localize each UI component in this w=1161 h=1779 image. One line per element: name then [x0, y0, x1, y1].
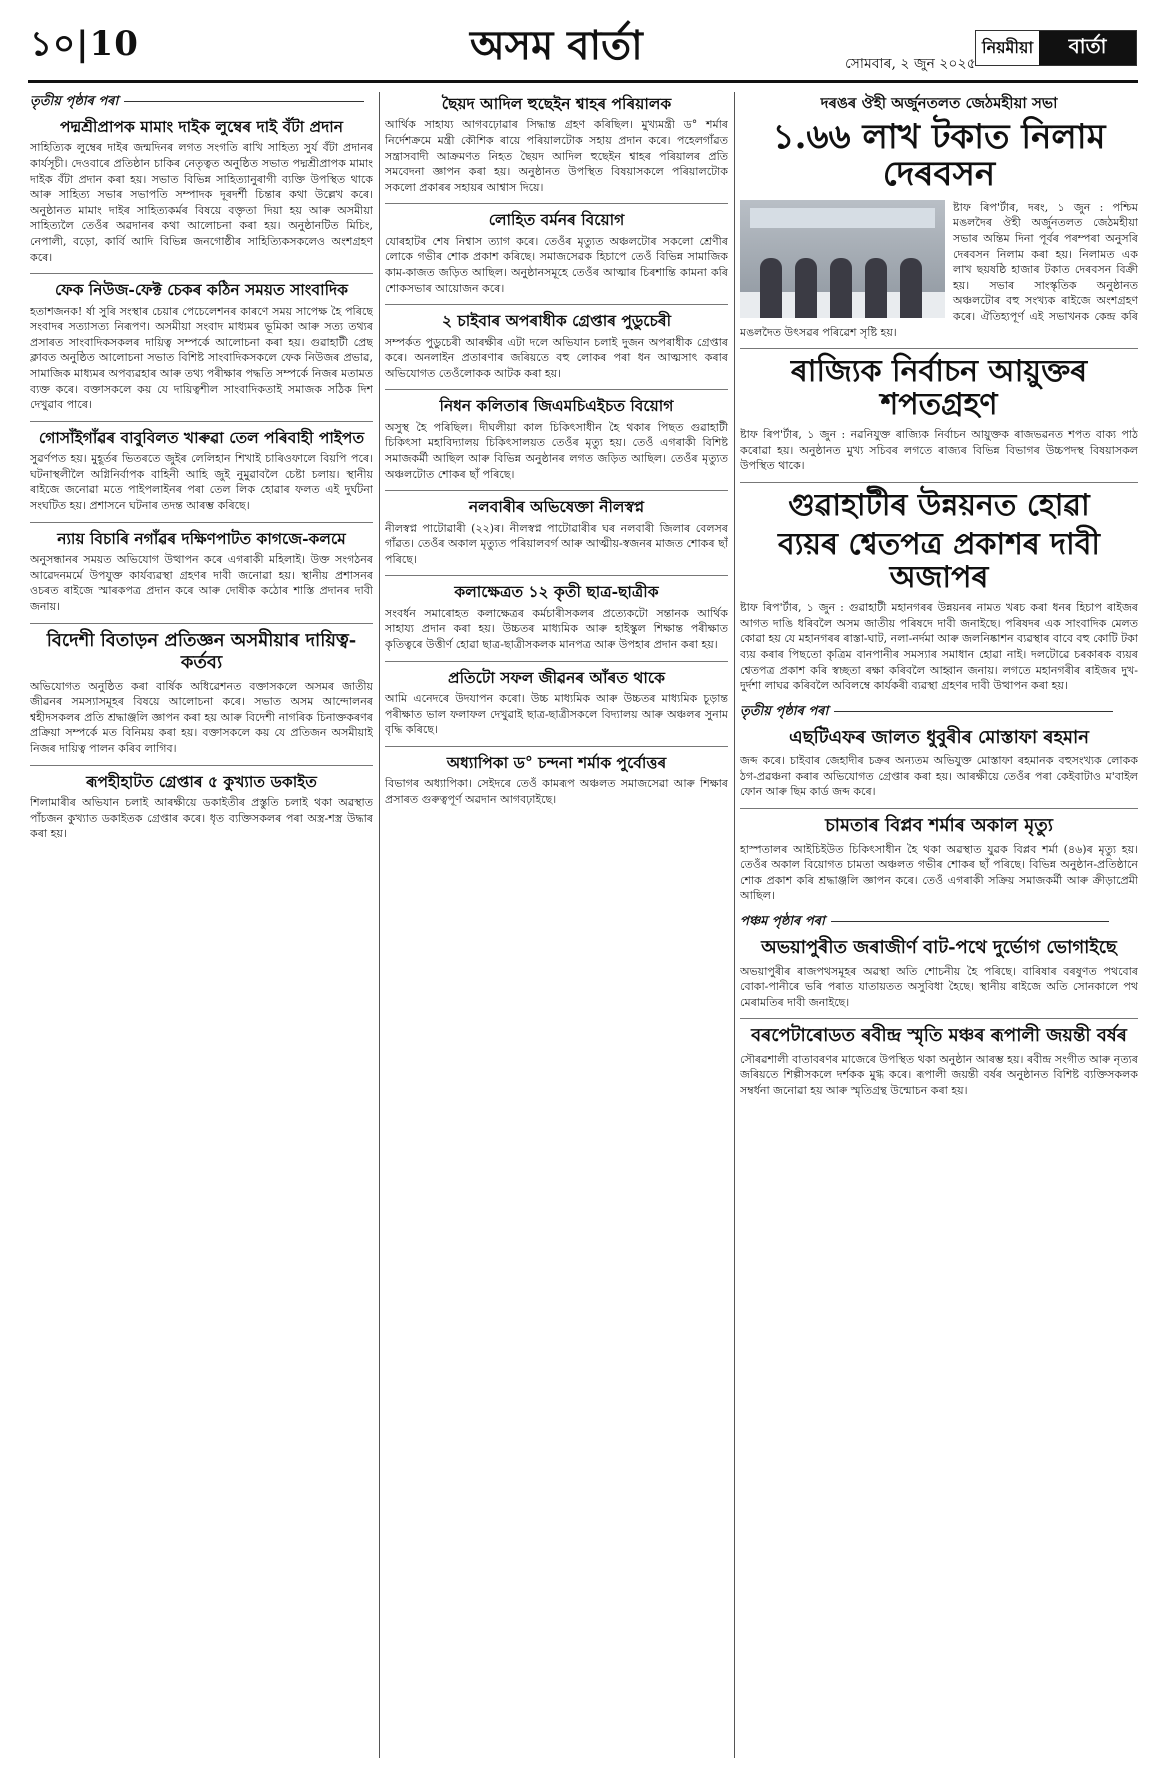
article-headline: কলাক্ষেত্ৰত ১২ কৃতী ছাত্ৰ-ছাত্ৰীক — [454, 582, 659, 602]
lead-article — [740, 92, 1138, 340]
article-body: সুৱৰ্ণপত হয়। মুহূৰ্তৰ ভিতৰতে জুইৰ লেলিহান শিখাই চাৰিওফালে বিয়পি পৰে। ঘটনাস্থলীলৈ অগ্নিনিৰ্বাপক বাহিনী আহি জুই নুমুৱাবলৈ চেষ্টা চলায়। স্থানীয় ৰাইজে জনোৱা মতে পাইপলাইনৰ পৰা তেল লিক হোৱাৰ ফলত এই দুৰ্ঘটনা সংঘটিত হয়। প্ৰশাসনে ঘটনাৰ তদন্ত আৰম্ভ কৰিছে। — [30, 452, 373, 513]
article-headline: বিদেশী বিতাড়ন প্ৰতিজ্ঞন অসমীয়াৰ দায়িত্ব-কৰ্তব্য — [46, 629, 357, 674]
article — [385, 497, 728, 567]
article-headline: নলবাৰীৰ অভিষেক্তা নীলস্বপ্ন — [468, 497, 645, 517]
article-headline: গোসাঁইগাঁৱৰ বাবুবিলত খাৰুৱা তেল পৰিবাহী পাইপত — [38, 427, 365, 447]
article — [30, 772, 373, 842]
article — [30, 630, 373, 757]
column-divider — [734, 92, 735, 1758]
article-body: সম্পৰ্কত পুডুচেৰী আৰক্ষীৰ এটা দলে অভিযান চলাই দুজন অপৰাধীক গ্ৰেপ্তাৰ কৰে। অনলাইন প্ৰতাৰণাৰ জৰিয়তে বহু লোকৰ পৰা ধন আত্মসাৎ কৰাৰ অভিযোগত তেওঁলোকক আটক কৰা হয়। — [385, 335, 728, 380]
article-body: বিভাগৰ অধ্যাপিকা। সেইদৰে তেওঁ কামৰূপ অঞ্চলত সমাজসেৱা আৰু শিক্ষাৰ প্ৰসাৰত গুৰুত্বপূৰ্ণ অৱদান আগবঢ়াইছে। — [385, 777, 728, 806]
divider — [385, 575, 728, 576]
continued-tag: তৃতীয় পৃষ্ঠাৰ পৰা — [740, 702, 1138, 723]
article-body: যোৰহাটৰ শেষ নিশ্বাস ত্যাগ কৰে। তেওঁৰ মৃত্যুত অঞ্চলটোৰ সকলো শ্ৰেণীৰ লোকে গভীৰ শোক প্ৰকাশ কৰিছে। সমাজসেৱক হিচাপে তেওঁ বিভিন্ন সামাজিক কাম-কাজত জড়িত আছিল। অনুষ্ঠানসমূহে তেওঁৰ আত্মাৰ চিৰশান্তি কামনা কৰি শোকসভাৰ আয়োজন কৰে। — [385, 234, 728, 295]
article-headline: ৰাজ্যিক নিৰ্বাচন আয়ুক্তৰ শপতগ্ৰহণ — [790, 354, 1088, 423]
article-headline: ছৈয়দ আদিল হুছেইন শ্বাহৰ পৰিয়ালক — [441, 94, 672, 113]
column-3 — [740, 90, 1138, 1760]
article-body: ষ্টাফ ৰিপ'ৰ্টাৰ, ১ জুন : নৱনিযুক্ত ৰাজ্যিক নিৰ্বাচন আয়ুক্তক ৰাজভৱনত শপত বাক্য পাঠ কৰোৱা হয়। অনুষ্ঠানত মুখ্য সচিবৰ লগতে ৰাজ্যৰ বিভিন্ন বিভাগৰ উচ্চপদস্থ বিষয়াসকল উপস্থিত থাকে। — [740, 428, 1138, 473]
column-2 — [385, 90, 728, 1760]
article — [740, 937, 1138, 1010]
lead-kicker: দৰঙৰ ঔহী অৰ্জুনতলত জেঠমহীয়া সভা — [820, 94, 1058, 112]
photo-person — [760, 258, 782, 318]
article — [30, 280, 373, 413]
photo-person — [865, 258, 887, 318]
photo-person — [795, 258, 817, 318]
article — [740, 1025, 1138, 1098]
article-headline: পদ্মশ্ৰীপ্ৰাপক মামাং দাইক লুম্বেৰ দাই বঁটা প্ৰদান — [59, 117, 344, 136]
logo-part-2: বাৰ্তা — [1039, 31, 1136, 65]
article-body: সৌৰৱশালী বাতাবৰণৰ মাজেৰে উপস্থিত থকা অনুষ্ঠান আৰম্ভ হয়। ৰবীন্দ্ৰ সংগীত আৰু নৃত্যৰ জৰিয়তে শিল্পীসকলে দৰ্শকক মুগ্ধ কৰে। ৰূপালী জয়ন্তী বৰ্ষৰ অনুষ্ঠানত বিশিষ্ট ব্যক্তিসকলক সম্বৰ্ধনা জনোৱা হয় আৰু স্মৃতিগ্ৰন্থ উন্মোচন কৰা হয়। — [740, 1052, 1138, 1098]
article-body: সংবৰ্ধন সমাৰোহত কলাক্ষেত্ৰৰ কৰ্মচাৰীসকলৰ প্ৰত্যেকটো সন্তানক আৰ্থিক সাহায্য প্ৰদান কৰা হয়। উচ্চতৰ মাধ্যমিক আৰু হাইস্কুল শিক্ষান্ত পৰীক্ষাত কৃতিত্বৰে উত্তীৰ্ণ হোৱা ছাত্ৰ-ছাত্ৰীসকলক মানপত্ৰ আৰু উপহাৰ প্ৰদান কৰা হয়। — [385, 606, 728, 652]
photo-person — [900, 258, 922, 318]
article — [385, 582, 728, 652]
article — [385, 311, 728, 381]
article-headline: অধ্যাপিকা ড° চন্দনা শৰ্মাক পুৰ্বোত্তৰ — [446, 752, 667, 772]
divider — [30, 273, 373, 274]
article — [30, 529, 373, 615]
article — [740, 815, 1138, 904]
article-headline: ফেক নিউজ-ফেক্ট চেকৰ কঠিন সময়ত সাংবাদিক — [54, 280, 349, 300]
divider — [385, 661, 728, 662]
news-photo — [740, 200, 945, 318]
article-headline: ন্যায় বিচাৰি নগাঁৱৰ দক্ষিণপাটত কাগজে-কলমে — [57, 528, 346, 548]
article-body: হতাশজনক! ৰ্ষা সুৰি সংস্থাৰ চেয়াৰ পেচেলেশনৰ কাৰণে সময় সাপেক্ষ হৈ পৰিছে সংবাদৰ সত্যাসত্য নিৰূপণ। অসমীয়া সংবাদ মাধ্যমৰ ভূমিকা আৰু সত্য তথ্যৰ প্ৰসাৰত সাংবাদিকসকলৰ দায়িত্ব সম্পৰ্কে আলোচনা কৰা হয়। গুৱাহাটী প্ৰেছ ক্লাবত অনুষ্ঠিত আলোচনা সভাত বিশিষ্ট সাংবাদিকসকলে ফেক নিউজৰ প্ৰভাৱ, সামাজিক মাধ্যমৰ অপব্যৱহাৰ আৰু তথ্য পৰীক্ষাৰ পদ্ধতি সম্পৰ্কে নিজৰ মতামত ব্যক্ত কৰে। বক্তাসকলে কয় যে দায়িত্বশীল সাংবাদিকতাই সমাজক সঠিক দিশ দেখুৱাব পাৰে। — [30, 304, 373, 412]
divider — [30, 765, 373, 766]
divider — [30, 522, 373, 523]
article-body: অনুসন্ধানৰ সময়ত অভিযোগ উত্থাপন কৰে এগৰাকী মহিলাই। উক্ত সংগঠনৰ আৱেদনমৰ্মে উপযুক্ত কাৰ্যব্যৱস্থা গ্ৰহণৰ দাবী জনোৱা হয়। স্থানীয় প্ৰশাসনৰ ওচৰত ৰাইজে স্মাৰকপত্ৰ প্ৰদান কৰে আৰু দোষীক কঠোৰ শাস্তি প্ৰদানৰ দাবী জনায়। — [30, 553, 373, 613]
divider — [30, 623, 373, 624]
article-headline: চামতাৰ বিপ্লব শৰ্মাৰ অকাল মৃত্যু — [825, 815, 1053, 837]
article — [385, 753, 728, 808]
article — [740, 355, 1138, 474]
paper-logo — [975, 30, 1137, 66]
divider — [385, 203, 728, 204]
column-divider — [379, 92, 380, 1758]
article-headline: এছটিএফৰ জালত ধুবুৰীৰ মোস্তাফা ৰহমান — [789, 726, 1089, 748]
article-headline: বৰপেটাৰোডত ৰবীন্দ্ৰ স্মৃতি মঞ্চৰ ৰূপালী জয়ন্তী বৰ্ষৰ — [751, 1025, 1127, 1047]
divider — [385, 389, 728, 390]
continued-tag: তৃতীয় পৃষ্ঠাৰ পৰা — [30, 92, 373, 113]
article-body: নীলস্বপ্ন পাটোৱাৰী (২২)ৰ। নীলস্বপ্ন পাটোৱাৰীৰ ঘৰ নলবাৰী জিলাৰ বেলসৰ গাঁৱত। তেওঁৰ অকাল মৃত্যুত পৰিয়ালবৰ্গ আৰু আত্মীয়-স্বজনৰ মাজত শোকৰ ছাঁ পৰিছে। — [385, 521, 728, 566]
article — [385, 94, 728, 195]
divider — [385, 490, 728, 491]
article — [385, 210, 728, 296]
dateline: সোমবাৰ, ২ জুন ২০২৫ — [845, 56, 976, 72]
masthead-rule — [28, 80, 1138, 83]
divider — [30, 421, 373, 422]
photo-person — [830, 258, 852, 318]
divider — [740, 348, 1138, 349]
article-headline: ২ চাইবাৰ অপৰাধীক গ্ৰেপ্তাৰ পুডুচেৰী — [441, 311, 672, 331]
article — [740, 727, 1138, 800]
article-body: আমি এনেদৰে উদযাপন কৰো। উচ্চ মাধ্যমিক আৰু উচ্চতৰ মাধ্যমিক চূড়ান্ত পৰীক্ষাত ভাল ফলাফল দেখুৱাই ছাত্ৰ-ছাত্ৰীসকলে বিদ্যালয় আৰু অঞ্চলৰ সুনাম বৃদ্ধি কৰিছে। — [385, 692, 728, 737]
paper-name: অসম বাৰ্তা — [470, 22, 643, 69]
article — [740, 489, 1138, 694]
article — [30, 428, 373, 514]
article-body: হাস্পতালৰ আইচিইউত চিকিৎসাধীন হৈ থকা অৱস্থাত যুৱক বিপ্লব শৰ্মা (৪৬)ৰ মৃত্যু হয়। তেওঁৰ অকাল বিয়োগত চামতা অঞ্চলত গভীৰ শোকৰ ছাঁ পৰিছে। বিভিন্ন অনুষ্ঠান-প্ৰতিষ্ঠানে শোক প্ৰকাশ কৰি শ্ৰদ্ধাঞ্জলি জ্ঞাপন কৰে। তেওঁ এগৰাকী সক্ৰিয় সমাজকৰ্মী আৰু ক্ৰীড়াপ্ৰেমী আছিল। — [740, 842, 1138, 903]
divider — [740, 482, 1138, 483]
article-body: অভিযোগত অনুষ্ঠিত কৰা বাৰ্ষিক অধিৱেশনত বক্তাসকলে অসমৰ জাতীয় জীৱনৰ সমস্যাসমূহৰ বিষয়ে আলোচনা কৰে। সভাত অসম আন্দোলনৰ শ্বহীদসকলৰ প্ৰতি শ্ৰদ্ধাঞ্জলি জ্ঞাপন কৰা হয় আৰু বিদেশী নাগৰিক চিনাক্তকৰণৰ প্ৰক্ৰিয়া সম্পৰ্কে মত বিনিময় কৰা হয়। বক্তাসকলে কয় যে প্ৰতিজন অসমীয়াই নিজৰ দায়িত্ব পালন কৰিব লাগিব। — [30, 679, 373, 755]
article-body: ষ্টাফ ৰিপ'ৰ্টাৰ, দৰং, ১ জুন : পশ্চিম মঙলদৈৰ ঔহী অৰ্জুনতলত জেঠমহীয়া সভাৰ অন্তিম দিনা পূৰ্বৰ পৰম্পৰা অনুসৰি দেৰবসন নিলাম কৰা হয়। নিলামত এক লাখ ছয়ষষ্ঠি হাজাৰ টকাত দেৰবসন বিক্ৰী হয়। সভাৰ সাংস্কৃতিক অনুষ্ঠানত অঞ্চলটোৰ বহু সংখ্যক ৰাইজে অংশগ্ৰহণ কৰে। ঐতিহ্যপূৰ্ণ এই সভাখনক কেন্দ্ৰ কৰি মঙলদৈত উৎসৱৰ পৰিৱেশ সৃষ্টি হয়। — [740, 200, 1138, 339]
article-body: অসুস্থ হৈ পৰিছিল। দীঘলীয়া কাল চিকিৎসাধীন হৈ থকাৰ পিছত গুৱাহাটী চিকিৎসা মহাবিদ্যালয় চিকিৎসালয়ত তেওঁৰ মৃত্যু হয়। তেওঁ এগৰাকী বিশিষ্ট সমাজকৰ্মী আছিল আৰু বিভিন্ন অনুষ্ঠানৰ লগত জড়িত আছিল। তেওঁৰ মৃত্যুত অঞ্চলটোত শোকৰ ছাঁ পৰিছে। — [385, 420, 728, 481]
article — [385, 396, 728, 482]
article-body: ষ্টাফ ৰিপ'ৰ্টাৰ, ১ জুন : গুৱাহাটী মহানগৰৰ উন্নয়নৰ নামত খৰচ কৰা ধনৰ হিচাপ ৰাইজৰ আগত দাঙি ধৰিবলৈ অসম জাতীয় পৰিষদে দাবী জনাইছে। পৰিষদৰ এক সাংবাদিক মেলত কোৱা হয় যে মহানগৰৰ ৰাস্তা-ঘাট, নলা-নৰ্দমা আৰু জলনিষ্কাশন ব্যৱস্থাৰ বাবে বহু কোটি টকা ব্যয় কৰাৰ পিছতো কৃত্ৰিম বানপানীৰ সমস্যাৰ সমাধান হোৱা নাই। দলটোৱে চৰকাৰক ব্যয়ৰ শ্বেতপত্ৰ প্ৰকাশ কৰি স্বচ্ছতা ৰক্ষা কৰিবলৈ আহ্বান জনায়। লগতে মহানগৰীৰ ৰাইজৰ দুখ-দুৰ্দশা লাঘৱ কৰিবলৈ অবিলম্বে কাৰ্যকৰী ব্যৱস্থা গ্ৰহণৰ দাবী উত্থাপন কৰা হয়। — [740, 601, 1138, 693]
article — [30, 117, 373, 265]
photo-banner — [750, 208, 935, 228]
article-headline-line-2: ব্যয়ৰ শ্বেতপত্ৰ প্ৰকাশৰ দাবী অজাপৰ — [778, 527, 1100, 596]
article-body: শিলামাৰীৰ অভিযান চলাই আৰক্ষীয়ে ডকাইতীৰ প্ৰস্তুতি চলাই থকা অৱস্থাত পাঁচজন কুখ্যাত ডকাইতক গ্ৰেপ্তাৰ কৰে। ধৃত ব্যক্তিসকলৰ পৰা অস্ত্ৰ-শস্ত্ৰ উদ্ধাৰ কৰা হয়। — [30, 795, 373, 841]
continued-tag: পঞ্চম পৃষ্ঠাৰ পৰা — [740, 912, 1138, 933]
article — [385, 668, 728, 738]
logo-part-1: নিয়মীয়া — [976, 31, 1039, 65]
divider — [385, 304, 728, 305]
divider — [740, 1018, 1138, 1019]
article-body: আৰ্থিক সাহায্য আগবঢ়োৱাৰ সিদ্ধান্ত গ্ৰহণ কৰিছিল। মুখ্যমন্ত্ৰী ড° শৰ্মাৰ নিৰ্দেশক্ৰমে মন্ত্ৰী কৌশিক ৰায়ে পৰিয়ালটোক সহায় প্ৰদান কৰে। পহেলগাঁৱত সন্ত্ৰাসবাদী আক্ৰমণত নিহত ছৈয়দ আদিল হুছেইন শ্বাহৰ পৰিয়ালৰ প্ৰতি সমবেদনা জ্ঞাপন কৰা হয়। অনুষ্ঠানত উপস্থিত বিষয়াসকলে পৰিয়ালটোক সকলো প্ৰকাৰৰ সহায়ৰ আশ্বাস দিয়ে। — [385, 118, 728, 194]
article-body: জব্দ কৰে। চাইবাৰ জেহাদীৰ চক্ৰৰ অন্যতম অভিযুক্ত মোস্তাফা ৰহমানক বহুসংখ্যক লোকক ঠগ-প্ৰৱঞ্চনা কৰাৰ অভিযোগত গ্ৰেপ্তাৰ কৰা হয়। আৰক্ষীয়ে তেওঁৰ পৰা কেইবাটাও ম'বাইল ফোন আৰু ছিম কাৰ্ড জব্দ কৰে। — [740, 754, 1138, 799]
lead-headline: ১.৬৬ লাখ টকাত নিলাম দেৰবসন — [772, 117, 1106, 195]
article-headline: অভয়াপুৰীত জৰাজীৰ্ণ বাট-পথে দুৰ্ভোগ ভোগাইছে — [761, 937, 1117, 959]
article-headline: নিধন কলিতাৰ জিএমচিএইচত বিয়োগ — [439, 396, 674, 416]
article-headline: ৰূপহীহাটত গ্ৰেপ্তাৰ ৫ কুখ্যাত ডকাইত — [86, 771, 317, 791]
page-number: ১০|10 — [30, 24, 139, 64]
article-body: সাহিত্যিক লুম্বেৰ দাইৰ জন্মদিনৰ লগত সংগতি ৰাখি সাহিত্য সুৰ্য বঁটা প্ৰদানৰ কাৰ্যসূচী। দেওবাৰে প্ৰতিষ্ঠান চাকিৰ নেতৃত্বত অনুষ্ঠিত সভাত পদ্মশ্ৰীপ্ৰাপক মামাং দাইক বঁটা প্ৰদান কৰা হয়। সভাত বিভিন্ন সাহিত্যানুৰাগী ব্যক্তি উপস্থিত থাকে আৰু সাহিত্য সভাৰ সভাপতি সম্পাদক দূৰদৰ্শী চিন্তাৰ কথা উল্লেখ কৰে। অনুষ্ঠানত মামাং দাইৰ সাহিত্যকৰ্মৰ বিষয়ে বক্তৃতা দিয়া হয় আৰু অসমীয়া সাহিত্যলৈ তেওঁৰ অৱদানৰ কথা আলোচনা কৰা হয়। অনুষ্ঠানটিত মিচিং, নেপালী, বড়ো, কাৰ্বি আদি বিভিন্ন জনগোষ্ঠীৰ সাহিত্যিকসকলেও অংশগ্ৰহণ কৰে। — [30, 141, 373, 264]
column-1 — [30, 90, 373, 1760]
article-body: অভয়াপুৰীৰ ৰাজপথসমূহৰ অৱস্থা অতি শোচনীয় হৈ পৰিছে। বাৰিষাৰ বৰষুণত পথবোৰ বোকা-পানীৰে ভৰি পৰাত যাতায়তত অসুবিধা হৈছে। স্থানীয় ৰাইজে অতি সোনকালে পথ মেৰামতিৰ দাবী জনাইছে। — [740, 964, 1138, 1009]
divider — [385, 746, 728, 747]
masthead — [0, 0, 1161, 90]
article-headline: লোহিত বৰ্মনৰ বিয়োগ — [488, 210, 625, 230]
divider — [740, 808, 1138, 809]
article-headline: গুৱাহাটীৰ উন্নয়নত হোৱা — [788, 488, 1090, 524]
article-headline: প্ৰতিটো সফল জীৱনৰ আঁৰত থাকে — [448, 667, 665, 687]
